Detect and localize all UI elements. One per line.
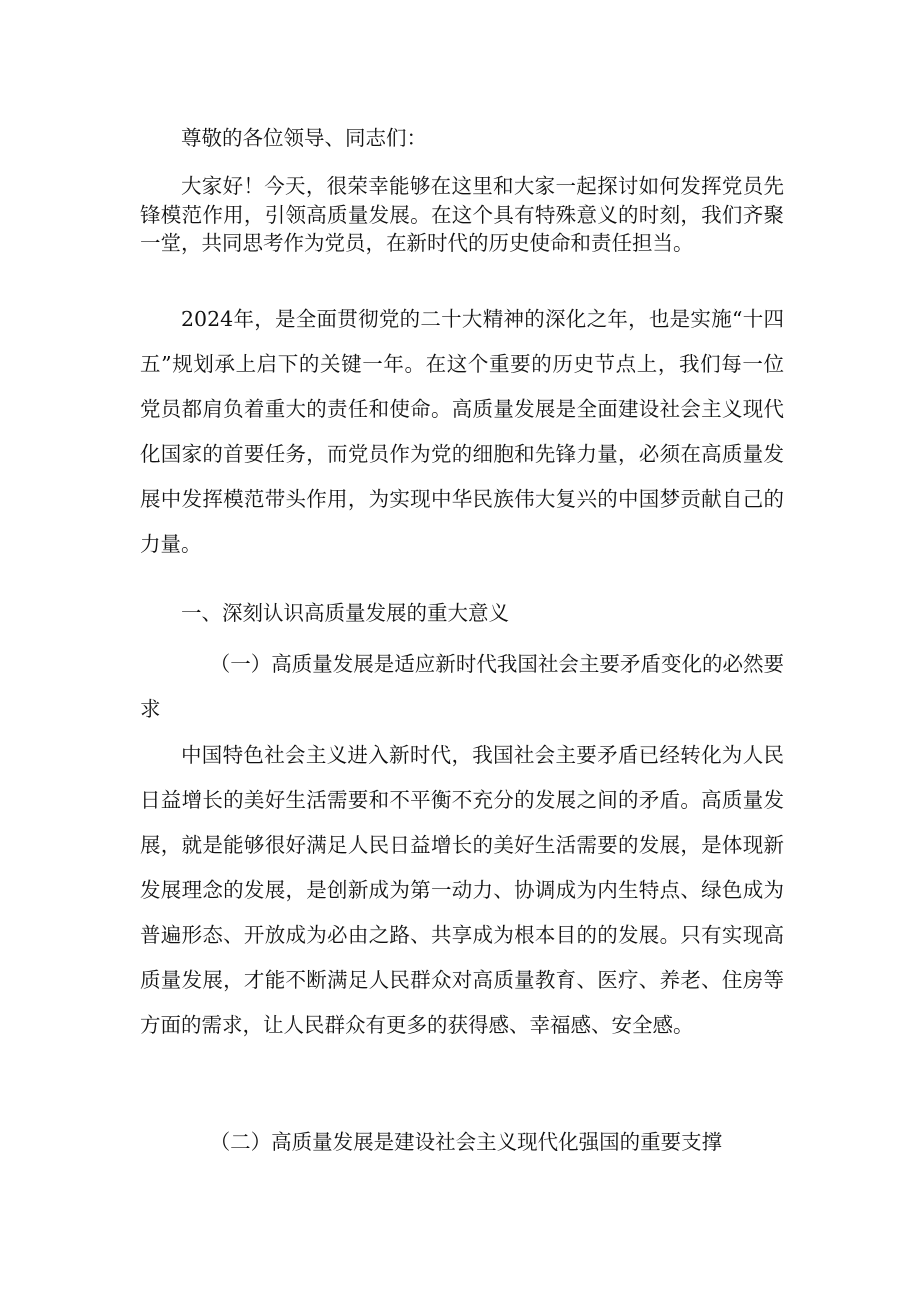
background-paragraph: 2024年，是全面贯彻党的二十大精神的深化之年，也是实施“十四五”规划承上启下的关键一年。在这个重要的历史节点上，我们每一位党员都肩负着重大的责任和使命。高质量发展是全面建设社会主义现代化国家的首要任务，而党员作为党的细胞和先锋力量，必须在高质量发展中发挥模范带头作用，为实现中华民族伟大复兴的中国梦贡献自己的力量。	[140, 307, 784, 556]
subsection-heading-2: （二）高质量发展是建设社会主义现代化强国的重要支撑	[209, 1130, 723, 1154]
subsection-1-paragraph: 中国特色社会主义进入新时代，我国社会主要矛盾已经转化为人民日益增长的美好生活需要和不平衡不充分的发展之间的矛盾。高质量发展，就是能够很好满足人民日益增长的美好生活需要的发展，是体现新发展理念的发展，是创新成为第一动力、协调成为内生特点、绿色成为普遍形态、开放成为必由之路、共享成为根本目的的发展。只有实现高质量发展，才能不断满足人民群众对高质量教育、医疗、养老、住房等方面的需求，让人民群众有更多的获得感、幸福感、安全感。	[140, 743, 784, 1037]
salutation: 尊敬的各位领导、同志们：	[181, 126, 427, 150]
intro-paragraph: 大家好！今天，很荣幸能够在这里和大家一起探讨如何发挥党员先锋模范作用，引领高质量发展。在这个具有特殊意义的时刻，我们齐聚一堂，共同思考作为党员，在新时代的历史使命和责任担当。	[140, 174, 784, 255]
subsection-heading-1: （一）高质量发展是适应新时代我国社会主要矛盾变化的必然要求	[140, 652, 784, 721]
section-heading-1: 一、深刻认识高质量发展的重大意义	[181, 601, 509, 625]
